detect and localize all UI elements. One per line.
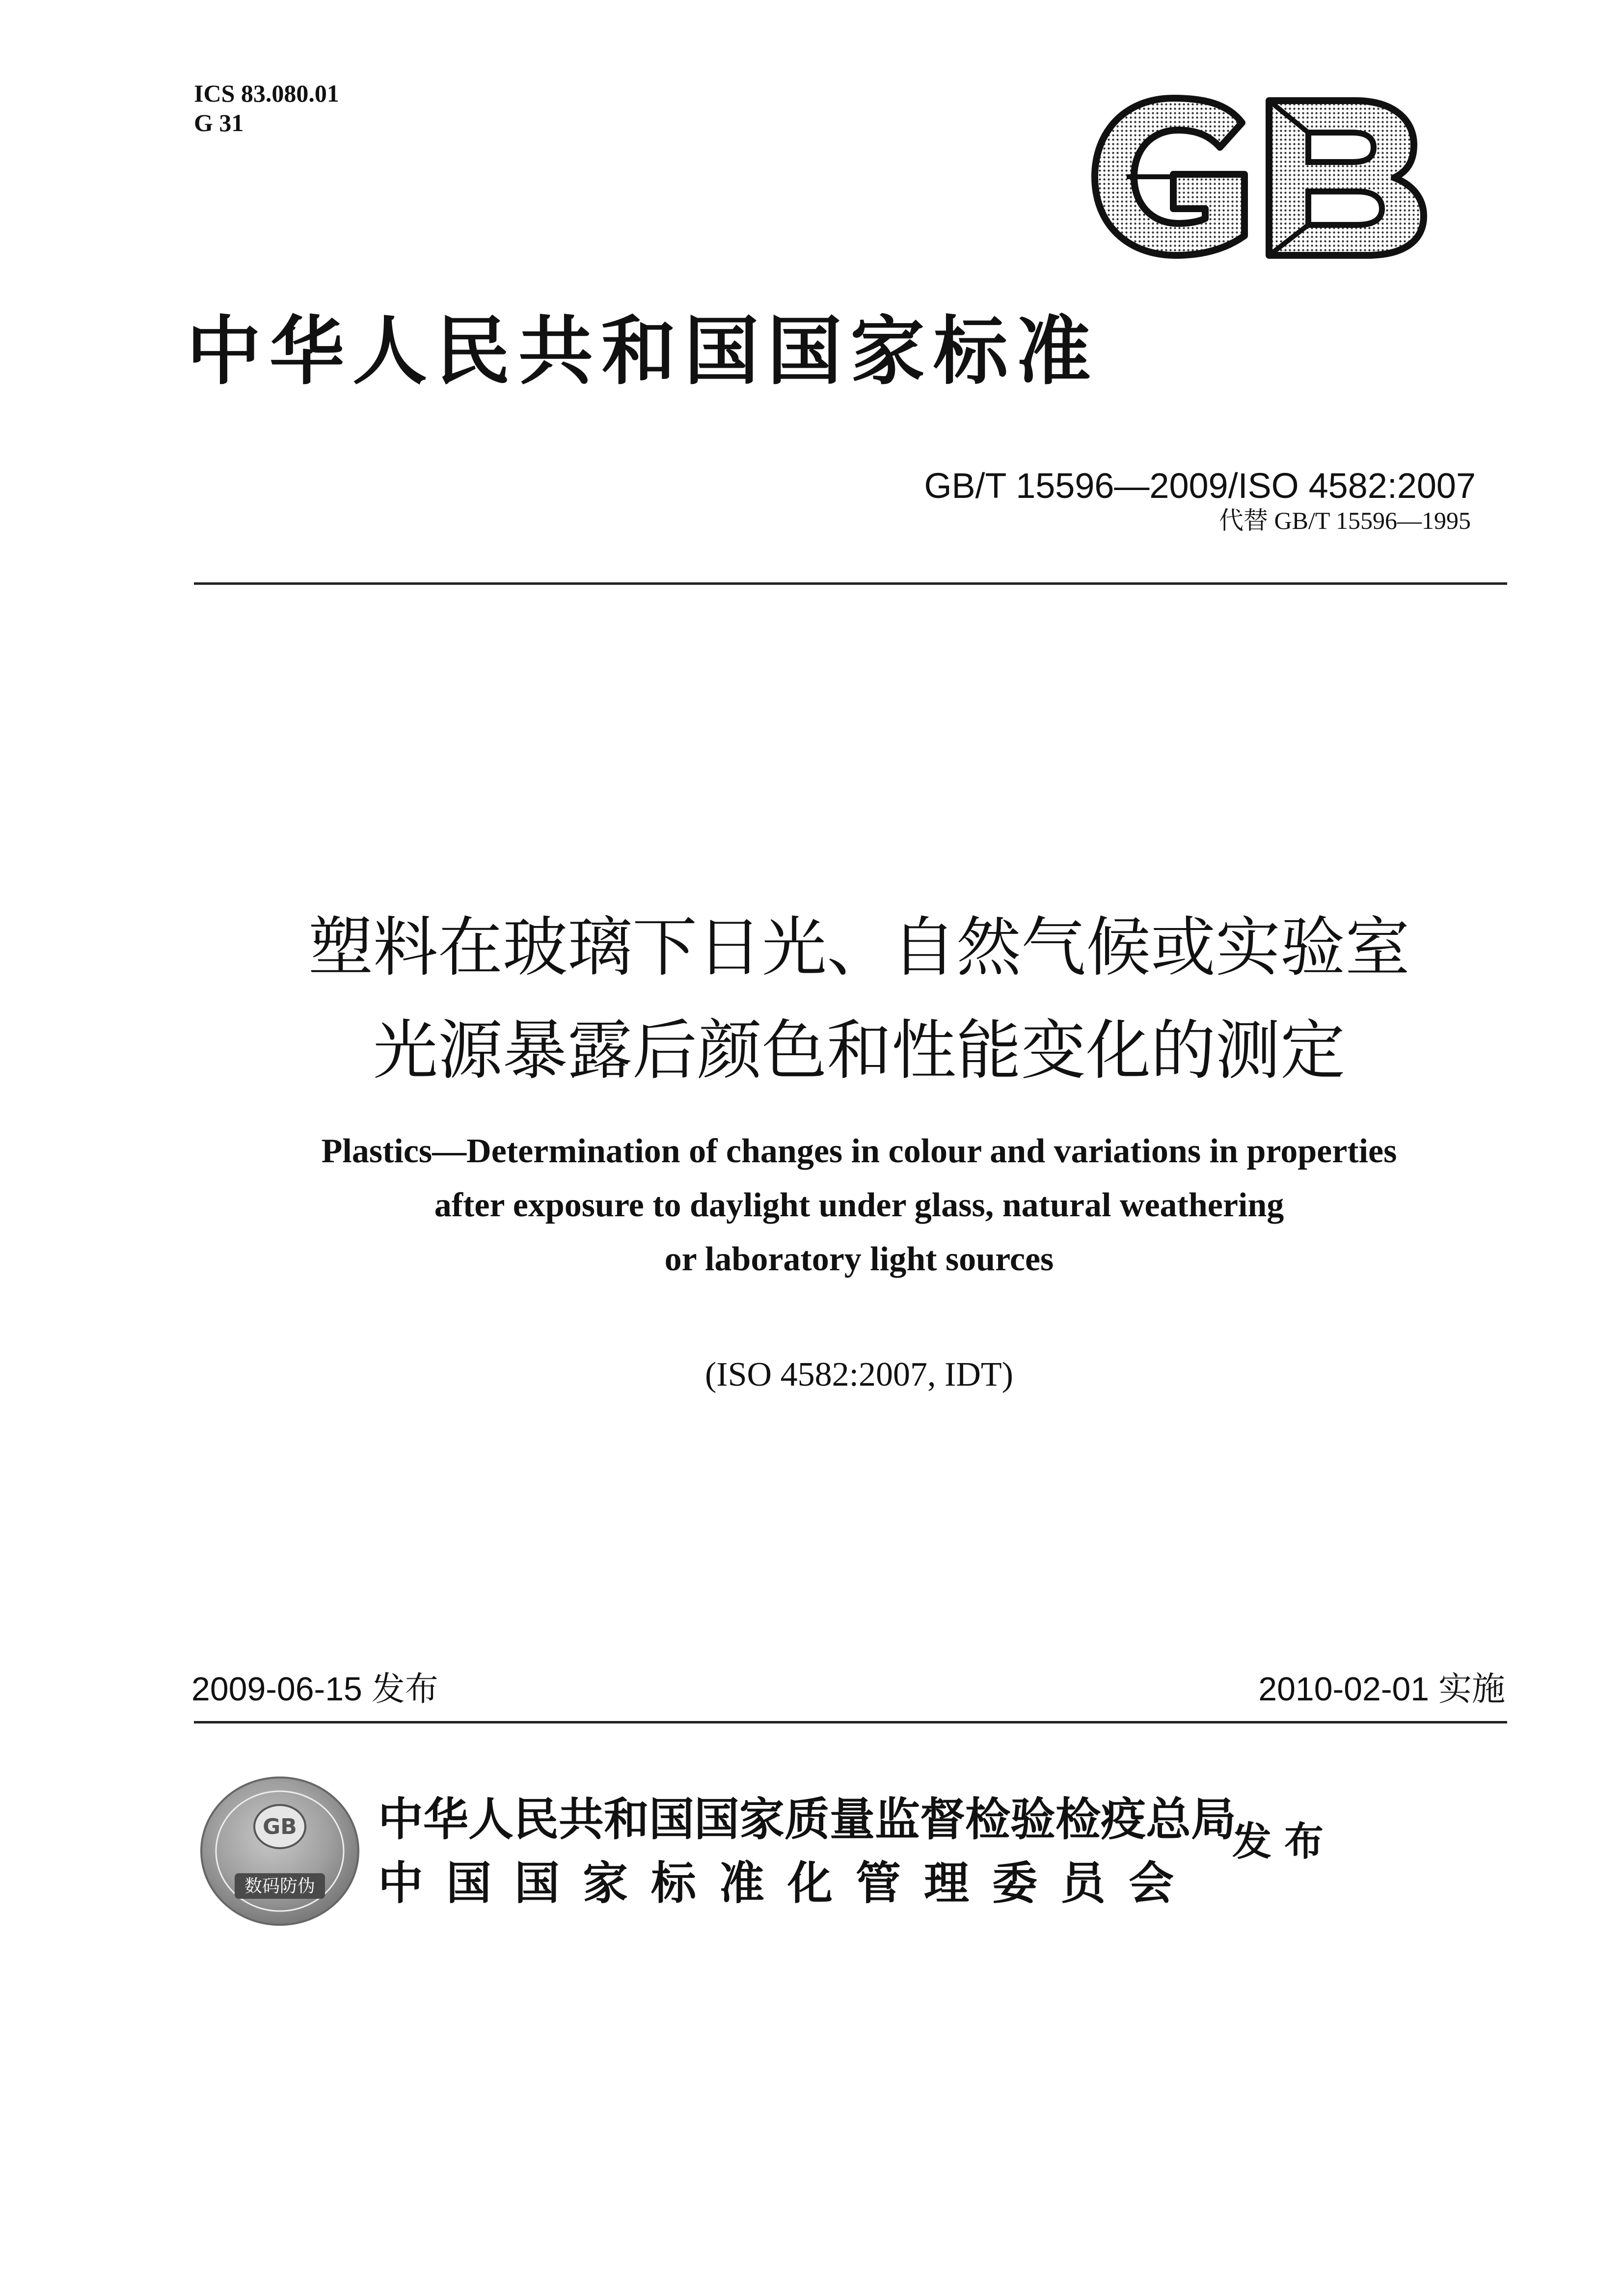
- anti-counterfeit-seal-icon: [196, 1773, 363, 1930]
- chinese-title-line2: 光源暴露后颜色和性能变化的测定: [373, 1013, 1345, 1089]
- bottom-divider: [194, 1721, 1507, 1723]
- english-title-line3: or laboratory light sources: [664, 1240, 1054, 1278]
- chinese-title-line1: 塑料在玻璃下日光、自然气候或实验室: [308, 910, 1410, 985]
- svg-text:数码防伪: 数码防伪: [244, 1876, 316, 1896]
- ics-code: ICS 83.080.01: [194, 80, 339, 107]
- national-standard-title: 中华人民共和国国家标准: [187, 307, 1099, 395]
- implementation-date: 2010-02-01 实施: [1258, 1670, 1505, 1708]
- issued-label: 发布: [1232, 1818, 1336, 1864]
- replaces-standard: 代替 GB/T 15596—1995: [1219, 507, 1471, 534]
- classification-codes: [194, 79, 339, 137]
- english-title: [147, 1124, 1571, 1286]
- iso-reference: (ISO 4582:2007, IDT): [705, 1356, 1013, 1394]
- issuer-sac: 中国国家标准化管理委员会: [378, 1857, 1197, 1910]
- ccs-code: G 31: [194, 109, 244, 137]
- issuing-authorities: [378, 1787, 1236, 1915]
- issuer-aqsiq: 中华人民共和国国家质量监督检验检疫总局: [378, 1793, 1237, 1846]
- english-title-line2: after exposure to daylight under glass, natural weathering: [434, 1186, 1284, 1224]
- chinese-title: [147, 896, 1571, 1102]
- standard-number: GB/T 15596—2009/ISO 4582:2007: [924, 466, 1476, 506]
- issue-date: 2009-06-15 发布: [191, 1670, 438, 1708]
- svg-text:GB: GB: [263, 1814, 297, 1839]
- english-title-line1: Plastics—Determination of changes in colour and variations in properties: [321, 1132, 1397, 1170]
- gb-logo-icon: [1080, 93, 1434, 260]
- top-divider: [194, 582, 1507, 585]
